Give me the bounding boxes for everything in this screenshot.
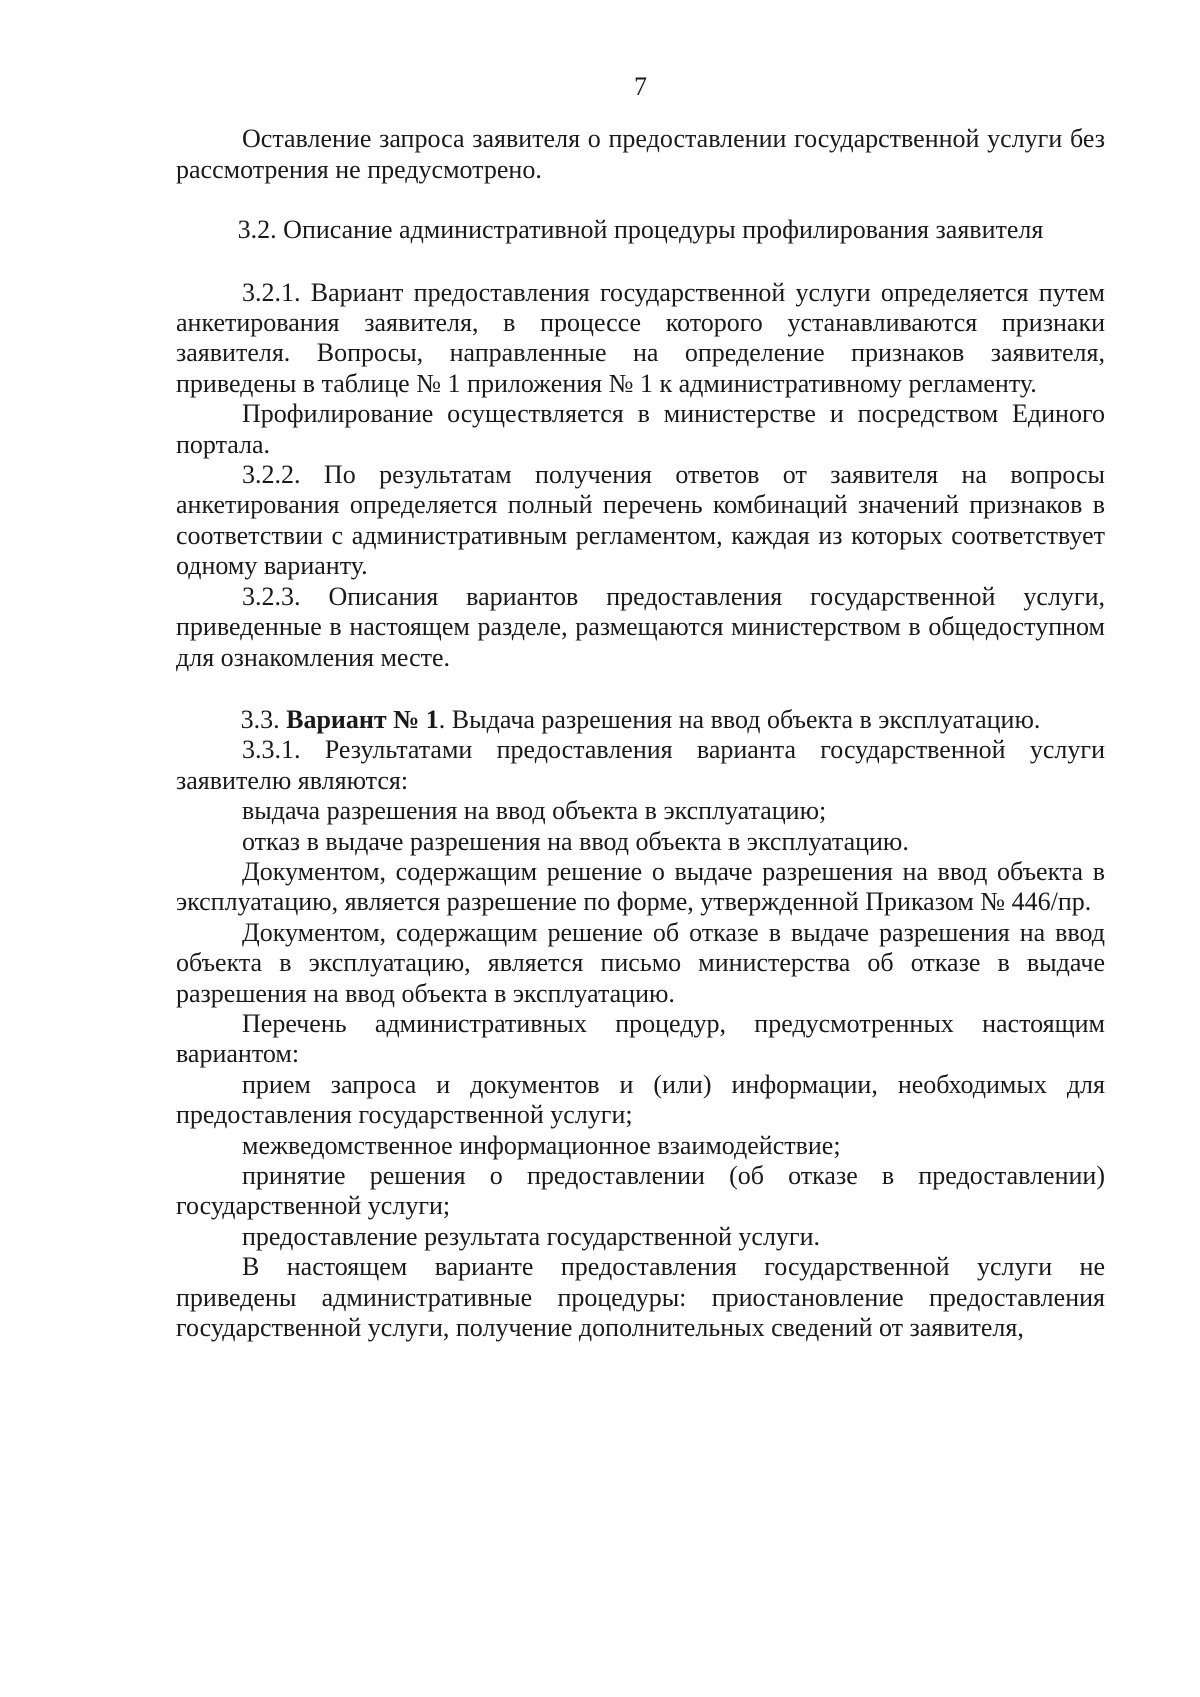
paragraph-final: В настоящем варианте предоставления государственной услуги не приведены административные процедуры: приостановление предоставления государственной услуги, получение дополнительных сведений от заявителя, xyxy=(176,1252,1105,1343)
paragraph-3-2-2: 3.2.2. По результатам получения ответов от заявителя на вопросы анкетирования определяется полный перечень комбинаций значений признаков в соответствии с административным регламентом, каждая из которых соответствует одному варианту. xyxy=(176,460,1105,581)
heading-3-3-title: . Выдача разрешения на ввод объекта в эксплуатацию. xyxy=(438,704,1041,734)
paragraph-3-2-3: 3.2.3. Описания вариантов предоставления государственной услуги, приведенные в настоящем разделе, размещаются министерством в общедоступном для ознакомления месте. xyxy=(176,581,1105,672)
list-item-procedure-4: предоставление результата государственной услуги. xyxy=(242,1221,821,1251)
list-item-procedure-2: межведомственное информационное взаимодействие; xyxy=(242,1130,841,1160)
paragraph-3-2-1: 3.2.1. Вариант предоставления государственной услуги определяется путем анкетирования заявителя, в процессе которого устанавливаются признаки заявителя. Вопросы, направленные на определение признаков заявителя, приведены в таблице № 1 приложения № 1 к административному регламенту. xyxy=(176,277,1105,398)
section-heading-3-3 xyxy=(176,705,1105,735)
paragraph-profiling: Профилирование осуществляется в министерстве и посредством Единого портала. xyxy=(176,399,1105,459)
section-heading-3-2: 3.2. Описание административной процедуры профилирования заявителя xyxy=(237,215,1044,245)
heading-3-3-number: 3.3. xyxy=(240,704,287,734)
paragraph-3-3-1: 3.3.1. Результатами предоставления варианта государственной услуги заявителю являются: xyxy=(176,735,1105,795)
list-item-procedure-3: принятие решения о предоставлении (об отказе в предоставлении) государственной услуги; xyxy=(176,1161,1105,1221)
list-item-procedure-1: прием запроса и документов и (или) информации, необходимых для предоставления государственной услуги; xyxy=(176,1069,1105,1130)
paragraph-doc-negative: Документом, содержащим решение об отказе в выдаче разрешения на ввод объекта в эксплуатацию, является письмо министерства об отказе в выдаче разрешения на ввод объекта в эксплуатацию. xyxy=(176,917,1105,1008)
paragraph-procedures-intro: Перечень административных процедур, предусмотренных настоящим вариантом: xyxy=(176,1008,1105,1069)
heading-3-3-variant: Вариант № 1 xyxy=(286,704,439,734)
list-item-result-1: выдача разрешения на ввод объекта в эксплуатацию; xyxy=(242,796,827,826)
page-number: 7 xyxy=(634,72,647,101)
paragraph-doc-positive: Документом, содержащим решение о выдаче разрешения на ввод объекта в эксплуатацию, является разрешение по форме, утвержденной Приказом № 446/пр. xyxy=(176,856,1105,917)
paragraph-intro: Оставление запроса заявителя о предоставлении государственной услуги без рассмотрения не предусмотрено. xyxy=(176,124,1105,184)
list-item-result-2: отказ в выдаче разрешения на ввод объекта в эксплуатацию. xyxy=(242,826,909,856)
